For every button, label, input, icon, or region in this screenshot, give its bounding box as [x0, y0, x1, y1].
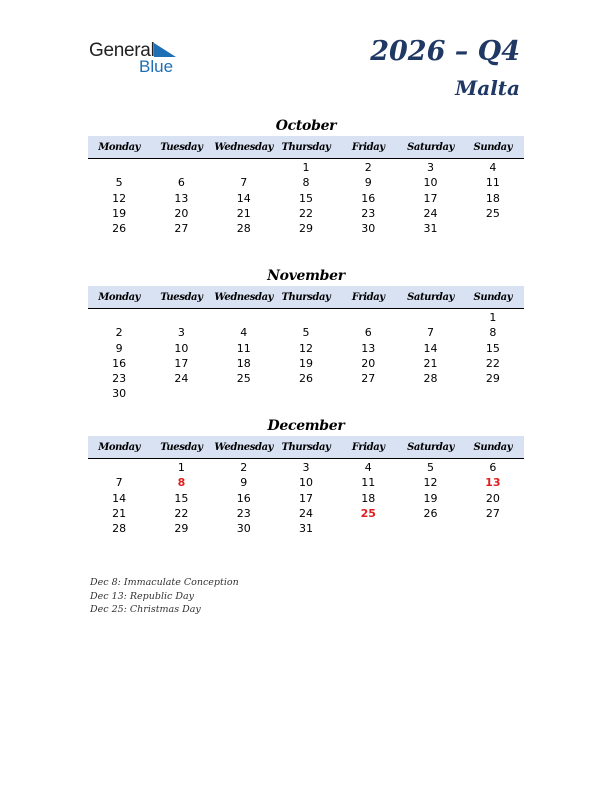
day-cell: 17 — [298, 491, 313, 505]
day-cell: 8 — [489, 326, 497, 340]
month-title: December — [267, 418, 345, 434]
day-cell: 20 — [174, 206, 189, 220]
day-cell: 21 — [112, 506, 127, 520]
weekday-label: Saturday — [407, 291, 455, 303]
day-cell: 14 — [423, 341, 438, 355]
day-cell — [399, 386, 461, 401]
day-cell: 11 — [485, 176, 500, 190]
day-cell — [337, 310, 399, 325]
day-cell: 24 — [174, 372, 189, 386]
day-cell — [213, 160, 275, 175]
weekday-label: Monday — [98, 291, 141, 303]
day-cell — [337, 521, 399, 536]
day-cell: 30 — [112, 387, 127, 401]
week-row — [88, 356, 524, 371]
week-row — [88, 521, 524, 536]
day-cell: 10 — [174, 341, 189, 355]
day-cell: 13 — [174, 191, 189, 205]
day-cell: 27 — [485, 506, 500, 520]
logo-triangle-icon — [154, 43, 176, 57]
day-cell: 17 — [174, 356, 189, 370]
day-cell: 22 — [174, 506, 189, 520]
day-cell: 29 — [174, 522, 189, 536]
weekday-label: Sunday — [473, 441, 513, 453]
month-title: November — [267, 268, 345, 284]
day-cell: 23 — [236, 506, 251, 520]
day-cell: 30 — [361, 222, 376, 236]
day-cell: 11 — [236, 341, 251, 355]
day-cell: 3 — [177, 326, 185, 340]
country-name: Malta — [455, 76, 520, 100]
day-cell: 5 — [427, 461, 435, 474]
day-cell: 13 — [361, 341, 376, 355]
day-cell: 5 — [302, 326, 310, 340]
week-row — [88, 475, 524, 490]
weekday-label: Tuesday — [160, 441, 203, 453]
week-row — [88, 386, 524, 401]
day-cell — [213, 386, 275, 401]
weekday-label: Thursday — [281, 141, 331, 153]
week-row — [88, 491, 524, 506]
day-cell: 6 — [364, 326, 372, 340]
day-cell: 13 — [485, 476, 501, 490]
day-cell — [150, 160, 212, 175]
day-cell: 16 — [236, 491, 251, 505]
day-cell: 25 — [485, 206, 500, 220]
day-cell: 1 — [489, 311, 497, 324]
day-cell: 19 — [112, 206, 127, 220]
weekday-label: Thursday — [281, 441, 331, 453]
day-cell: 10 — [298, 476, 313, 490]
day-cell: 26 — [112, 222, 127, 236]
week-row — [88, 506, 524, 521]
day-cell — [150, 310, 212, 325]
day-cell: 17 — [423, 191, 438, 205]
week-row — [88, 191, 524, 206]
day-cell: 31 — [298, 522, 313, 536]
day-cell — [399, 310, 461, 325]
day-cell: 1 — [302, 161, 310, 174]
week-row — [88, 460, 524, 475]
day-cell: 22 — [298, 206, 313, 220]
day-cell: 24 — [298, 506, 313, 520]
day-cell: 27 — [174, 222, 189, 236]
weekday-label: Wednesday — [214, 441, 274, 453]
day-cell: 12 — [112, 191, 127, 205]
day-cell — [462, 386, 524, 401]
day-cell: 25 — [360, 506, 376, 520]
day-cell: 18 — [236, 356, 251, 370]
week-row — [88, 221, 524, 236]
weekday-label: Tuesday — [160, 291, 203, 303]
month-october — [88, 116, 524, 236]
day-cell — [88, 160, 150, 175]
day-cell: 16 — [112, 356, 127, 370]
week-row — [88, 175, 524, 190]
day-cell: 24 — [423, 206, 438, 220]
holiday-note: Dec 25: Christmas Day — [90, 604, 201, 615]
day-cell: 22 — [485, 356, 500, 370]
day-cell: 2 — [115, 326, 123, 340]
day-cell: 28 — [236, 222, 251, 236]
week-row — [88, 341, 524, 356]
day-cell — [275, 310, 337, 325]
page-title: 2026 – Q4 — [370, 36, 520, 67]
day-cell: 6 — [489, 461, 497, 474]
day-cell — [275, 386, 337, 401]
holiday-note: Dec 13: Republic Day — [90, 590, 195, 602]
day-cell: 26 — [423, 506, 438, 520]
logo-general-text: General — [89, 40, 155, 61]
weekday-label: Saturday — [407, 141, 455, 153]
weekday-label: Friday — [351, 141, 385, 153]
day-cell: 2 — [364, 161, 372, 174]
day-cell: 14 — [112, 491, 127, 505]
weekday-label: Monday — [98, 441, 141, 453]
day-cell: 25 — [236, 372, 251, 386]
day-cell: 21 — [423, 356, 438, 370]
day-cell: 29 — [485, 372, 500, 386]
day-cell: 18 — [485, 191, 500, 205]
day-cell: 20 — [361, 356, 376, 370]
weekday-label: Thursday — [281, 291, 331, 303]
day-cell: 4 — [240, 326, 248, 340]
day-cell: 30 — [236, 522, 251, 536]
month-december — [88, 416, 524, 536]
day-cell — [88, 460, 150, 475]
day-cell: 18 — [361, 491, 376, 505]
weekday-label: Sunday — [473, 291, 513, 303]
day-cell: 28 — [423, 372, 438, 386]
holiday-note: Dec 8: Immaculate Conception — [90, 577, 239, 588]
day-cell: 7 — [240, 176, 248, 190]
weekday-label: Saturday — [407, 441, 455, 453]
day-cell: 20 — [485, 491, 500, 505]
day-cell: 27 — [361, 372, 376, 386]
month-november — [88, 266, 524, 402]
logo-blue-text: Blue — [139, 57, 174, 76]
day-cell: 23 — [361, 206, 376, 220]
week-row — [88, 160, 524, 175]
day-cell: 2 — [240, 461, 248, 474]
day-cell: 21 — [236, 206, 251, 220]
day-cell: 12 — [298, 341, 313, 355]
day-cell — [399, 521, 461, 536]
day-cell: 5 — [115, 176, 123, 190]
day-cell: 8 — [302, 176, 310, 190]
day-cell: 19 — [298, 356, 313, 370]
generalblue-logo — [89, 40, 189, 80]
day-cell — [150, 386, 212, 401]
day-cell — [462, 521, 524, 536]
day-cell: 4 — [364, 461, 372, 474]
day-cell: 3 — [427, 161, 435, 174]
day-cell: 15 — [174, 491, 189, 505]
weekday-header — [88, 286, 524, 309]
day-cell: 29 — [298, 222, 313, 236]
day-cell: 3 — [302, 461, 310, 474]
day-cell: 15 — [298, 191, 313, 205]
day-cell: 31 — [423, 222, 438, 236]
day-cell: 7 — [427, 326, 435, 340]
month-title: October — [275, 118, 337, 134]
day-cell: 4 — [489, 161, 497, 174]
day-cell: 28 — [112, 522, 127, 536]
day-cell — [462, 221, 524, 236]
day-cell: 1 — [177, 461, 185, 474]
day-cell: 6 — [177, 176, 185, 190]
day-cell: 14 — [236, 191, 251, 205]
weekday-label: Tuesday — [160, 141, 203, 153]
day-cell: 7 — [115, 476, 123, 490]
holiday-notes — [90, 576, 239, 617]
week-row — [88, 325, 524, 340]
day-cell: 12 — [423, 476, 438, 490]
week-row — [88, 371, 524, 386]
day-cell: 26 — [298, 372, 313, 386]
week-row — [88, 310, 524, 325]
day-cell — [337, 386, 399, 401]
weekday-label: Friday — [351, 441, 385, 453]
day-cell: 23 — [112, 372, 127, 386]
day-cell — [213, 310, 275, 325]
day-cell: 9 — [115, 341, 123, 355]
day-cell: 10 — [423, 176, 438, 190]
weekday-label: Wednesday — [214, 141, 274, 153]
day-cell — [88, 310, 150, 325]
day-cell: 19 — [423, 491, 438, 505]
day-cell: 8 — [177, 476, 186, 490]
weekday-label: Monday — [98, 141, 141, 153]
weekday-label: Friday — [351, 291, 385, 303]
day-cell: 15 — [485, 341, 500, 355]
day-cell: 16 — [361, 191, 376, 205]
day-cell: 9 — [240, 476, 248, 490]
week-row — [88, 206, 524, 221]
day-cell: 9 — [364, 176, 372, 190]
weekday-header — [88, 136, 524, 159]
weekday-label: Sunday — [473, 141, 513, 153]
weekday-header — [88, 436, 524, 459]
weekday-label: Wednesday — [214, 291, 274, 303]
day-cell: 11 — [361, 476, 376, 490]
